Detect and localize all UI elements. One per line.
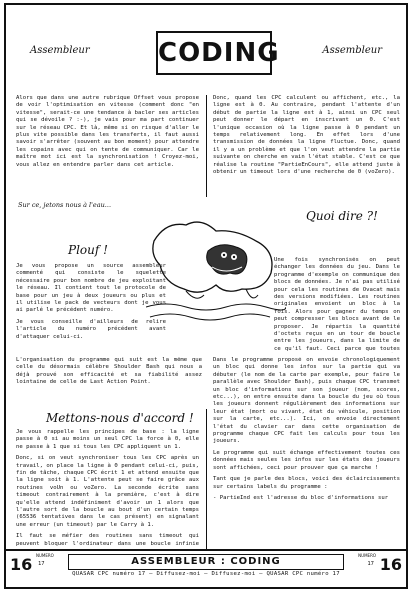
plouf-paragraph: Je vous propose un source assembleur commenté qui consiste le squelette nécessaire pour bon nombre de jeu exploitant le réseau. Il contient tout le protocole de base pour un jeu à deux joueurs ou plus et il utilise le pack de vecteurs dont je vous ai parlé le précédent numéro. — [16, 263, 166, 314]
plouf-paragraph: Je vous conseille d'ailleurs de relire l'article du numéro précédent avant d'attaquer celui-ci. — [16, 318, 166, 340]
issue-number-right: 17 — [367, 561, 374, 567]
issue-tag-right: NUMERO — [358, 553, 376, 558]
mettons-paragraph: Il faut se méfier des routines sans timeout qui peuvent bloquer l'ordinateur dans une boucle infinie — [16, 533, 199, 547]
section-title-mettons: Mettons-nous d'accord ! — [46, 411, 194, 425]
intro-left-column — [16, 95, 199, 195]
column-divider — [206, 95, 207, 197]
section-title-plouf: Plouf ! — [68, 243, 108, 257]
plouf-paragraph: L'organisation du programme qui suit est la même que celle du désormais célèbre Shoulder Bash qui nous a déjà prouvé son efficacité et sa fiabilité assez lointaine de celle de Last Action Point. — [16, 357, 202, 386]
mettons-paragraph: Je vous rappelle les principes de base : la ligne passe à 0 si au moins un seul CPC la force à 0, elle ne passe à 1 que si tous les CPC appliquent un 1. — [16, 429, 199, 450]
reseau-paragraph: Le programme qui suit échange effectivement toutes ces données mais seules les infos sur les états des joueurs sont affichées, ceci pour prouver que ça marche ! — [213, 449, 400, 471]
reseau-column — [213, 357, 400, 549]
plouf-column-bottom — [16, 357, 202, 405]
page-title: CODING — [156, 31, 272, 75]
hippo-caption: Sur ce, jetons nous à l'eau... — [18, 201, 112, 209]
issue-number-left: 17 — [38, 561, 45, 567]
section-title-quoi-dire: Quoi dire ?! — [306, 209, 378, 223]
intro-paragraph: Alors que dans une autre rubrique Offset vous propose de voir l'optimisation en vitesse (comment donc "en vitesse", serait-ce une tendance à bacler ses articles qui se dévoile ? :-), je vais pour ma part continuer sur le réseau CPC. Et là, même si on risque d'aller le plus vite possible dans les transferts, il faut aussi savoir s'arrêter (souvent au bon moment) pour attendre les copains avec qui on tente de communiquer. Car le maître mot ici est la synchronisation ! Croyez-moi, vous allez en entendre parler dans cet article. — [16, 95, 199, 168]
intro-paragraph: Donc, quand les CPC calculent ou affichent, etc., la ligne est à 0. Au contraire, pendant l'attente d'un début de partie la ligne est à 1, ainsi un CPC seul peut donner le départ en inscrivant un 0. C'est l'unique occasion où la ligne passe à 0 pendant un temps relativement long. En effet lors d'une transmission de données la ligne fluctue. Donc, quand il y a un problème et que l'on veut attendre la partie suivante on cherche en vain l'état stable. C'est ce que réalise la routine "PartieEnCours", elle attend juste à obtenir un timeout lors d'une recherche de 0 (voZero). — [213, 95, 400, 176]
issue-tag-left: NUMERO — [36, 553, 54, 558]
reseau-paragraph: Dans le programme proposé on envoie chronologiquement un bloc qui donne les infos sur la partie qui va débuter (le nom de la carte par exemple, pour faire le parallèle avec Shoulder Bash), puis chaque CPC transmet un bloc d'informations sur son joueur (nom, scores, etc...), on entre ensuite dans la boucle du jeu où tous les joueurs donnent régulièrement des informations sur leur état (mort ou vivant, état du véhicule, position sur la carte, etc...). Ici, on envoie directement l'état du clavier car dans cette organisation de programme chaque CPC fait les calculs pour tous les joueurs. — [213, 357, 400, 445]
header-section-label-left: Assembleur — [30, 45, 90, 56]
footer-banner: ASSEMBLEUR : CODING — [68, 554, 344, 570]
page-number-right: 16 — [379, 555, 402, 574]
column-divider — [206, 409, 207, 549]
footer-ribbon: QUASAR CPC numéro 17 — Diffusez-moi — Diffusez-moi — QUASAR CPC numéro 17 — [72, 571, 340, 577]
plouf-column-top — [16, 263, 166, 353]
hippo-illustration-icon — [146, 211, 286, 331]
mettons-column — [16, 429, 199, 547]
magazine-page — [4, 3, 408, 589]
quoi-dire-paragraph: Une fois synchronisés on peut échanger les données du jeu. Dans le programme d'exemple on communique des blocs de données. Je n'ai pas utilisé pour cela les routines de Ovacat mais des versions modifiées. Les routines originales envoient un bloc à la fois. Alors pour gagner du temps on peut compresser les blocs avant de le proposer. Je répartis la quantité d'octets reçus en un tour de boucle entre les joueurs, dans la limite de ce qu'il faut. Ceci parce que toutes — [274, 257, 400, 352]
page-number-left: 16 — [10, 555, 33, 574]
mettons-paragraph: Donc, si on veut synchroniser tous les CPC après un travail, on place la ligne à 0 pendant celui-ci, puis, fin de tâche, chaque CPC écrit 1 et attend ensuite que la ligne soit à 1. L'attente peut se faire grâce aux routines voUn ou voZero. La seconde écrite sans timeout contrairement à la première, c'est à dire qu'elle attend indéfiniment d'avoir un 1 alors que l'autre sort de la boucle au bout d'un certain temps (65536 tentatives dans le cas présent) en signalant une erreur (un timeout) par le Carry à 1. — [16, 455, 199, 528]
reseau-paragraph: - PartieInd est l'adresse du bloc d'informations sur — [213, 494, 389, 501]
header-section-label-right: Assembleur — [322, 45, 382, 56]
intro-right-column — [213, 95, 400, 197]
page-footer — [6, 549, 406, 587]
reseau-paragraph: Tant que je parle des blocs, voici des éclaircissements sur certains labels du programme : — [213, 476, 400, 490]
quoi-dire-column — [274, 257, 400, 353]
